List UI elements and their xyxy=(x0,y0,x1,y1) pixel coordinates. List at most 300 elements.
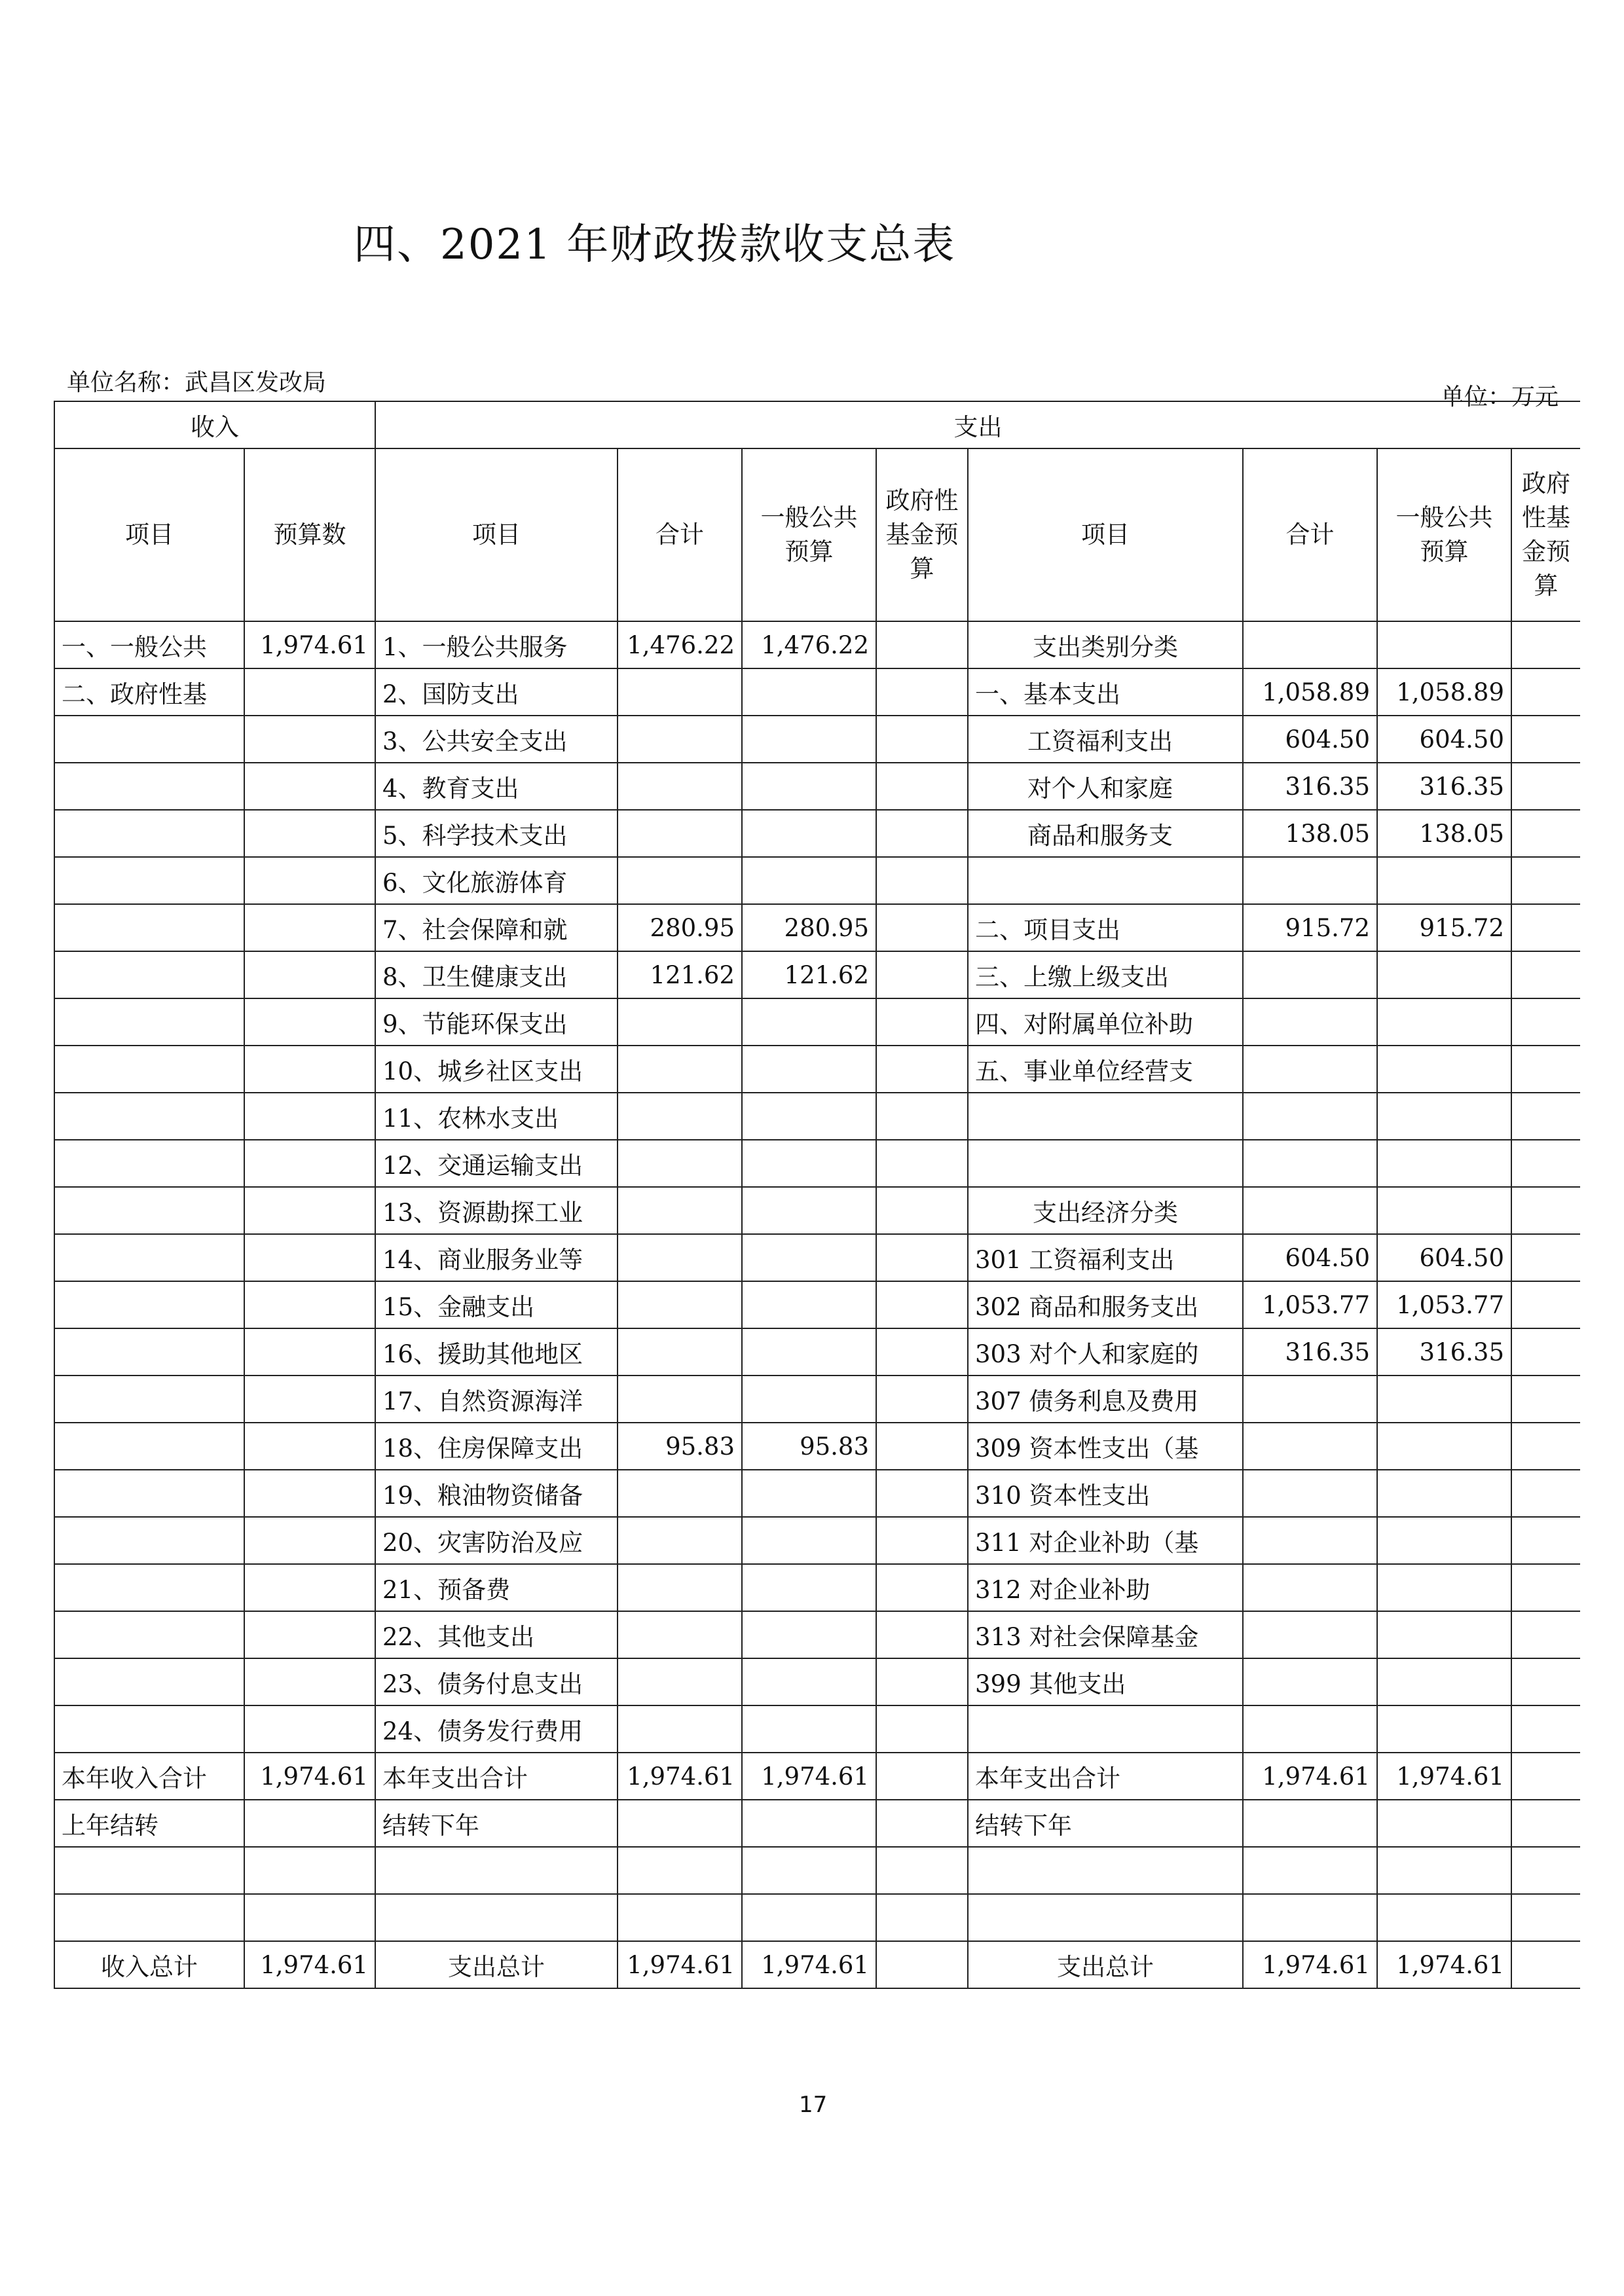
cell-exp2-total: 316.35 xyxy=(1243,1328,1377,1376)
table-row xyxy=(54,1658,1580,1705)
income-group-header: 收入 xyxy=(54,401,375,448)
cell-exp2-total xyxy=(1243,1423,1377,1470)
cell-income-budget xyxy=(244,1093,375,1140)
cell-exp2-fund xyxy=(1511,1140,1580,1187)
cell-exp2-item xyxy=(968,1894,1243,1941)
cell-exp1-fund xyxy=(876,668,968,716)
page-number: 17 xyxy=(799,2092,828,2118)
cell-exp1-total xyxy=(618,857,742,904)
cell-exp1-fund xyxy=(876,1611,968,1658)
cell-exp2-general: 316.35 xyxy=(1377,763,1511,810)
cell-exp2-fund xyxy=(1511,1234,1580,1281)
cell-exp2-fund xyxy=(1511,951,1580,998)
cell-exp2-total: 1,053.77 xyxy=(1243,1281,1377,1328)
cell-exp1-fund xyxy=(876,763,968,810)
cell-exp1-total: 1,974.61 xyxy=(618,1941,742,1988)
table-row xyxy=(54,1187,1580,1234)
cell-exp2-general: 138.05 xyxy=(1377,810,1511,857)
cell-exp1-general xyxy=(742,1517,876,1564)
cell-exp2-fund xyxy=(1511,1470,1580,1517)
cell-exp2-total xyxy=(1243,1611,1377,1658)
cell-exp1-general xyxy=(742,1328,876,1376)
cell-exp2-total xyxy=(1243,951,1377,998)
expense-group-header: 支出 xyxy=(375,401,1580,448)
cell-exp1-item: 5、科学技术支出 xyxy=(375,810,618,857)
cell-income-item xyxy=(54,1046,244,1093)
cell-exp1-fund xyxy=(876,810,968,857)
cell-exp2-item: 工资福利支出 xyxy=(968,716,1243,763)
cell-exp2-general xyxy=(1377,1611,1511,1658)
cell-exp1-item: 20、灾害防治及应 xyxy=(375,1517,618,1564)
cell-exp1-fund xyxy=(876,1658,968,1705)
table-row xyxy=(54,1423,1580,1470)
cell-exp1-total xyxy=(618,668,742,716)
income-budget-header: 预算数 xyxy=(244,448,375,621)
cell-exp1-item: 24、债务发行费用 xyxy=(375,1705,618,1753)
cell-income-item xyxy=(54,1611,244,1658)
cell-exp1-item: 支出总计 xyxy=(375,1941,618,1988)
income-item-header: 项目 xyxy=(54,448,244,621)
cell-income-budget xyxy=(244,904,375,951)
cell-exp1-item: 本年支出合计 xyxy=(375,1753,618,1800)
cell-exp1-general xyxy=(742,1187,876,1234)
cell-exp2-general: 915.72 xyxy=(1377,904,1511,951)
cell-income-budget xyxy=(244,857,375,904)
table-body xyxy=(54,401,1580,1988)
cell-exp1-fund xyxy=(876,857,968,904)
cell-exp2-general: 1,974.61 xyxy=(1377,1753,1511,1800)
cell-income-budget xyxy=(244,1046,375,1093)
cell-exp2-total: 1,058.89 xyxy=(1243,668,1377,716)
cell-exp2-general xyxy=(1377,621,1511,668)
cell-exp1-fund xyxy=(876,1753,968,1800)
cell-exp2-total: 1,974.61 xyxy=(1243,1941,1377,1988)
table-row xyxy=(54,1894,1580,1941)
cell-income-item xyxy=(54,904,244,951)
table-row xyxy=(54,951,1580,998)
table-row xyxy=(54,1753,1580,1800)
cell-exp1-general: 280.95 xyxy=(742,904,876,951)
cell-exp2-total: 138.05 xyxy=(1243,810,1377,857)
table-row xyxy=(54,1564,1580,1611)
cell-exp1-total: 1,476.22 xyxy=(618,621,742,668)
table-row xyxy=(54,904,1580,951)
cell-exp1-general: 1,476.22 xyxy=(742,621,876,668)
cell-exp2-item: 三、上缴上级支出 xyxy=(968,951,1243,998)
cell-income-budget xyxy=(244,668,375,716)
cell-income-budget xyxy=(244,1847,375,1894)
cell-exp1-fund xyxy=(876,998,968,1046)
unit-name: 单位名称：武昌区发改局 xyxy=(67,369,327,396)
cell-income-budget xyxy=(244,1376,375,1423)
cell-exp1-item: 8、卫生健康支出 xyxy=(375,951,618,998)
cell-exp1-fund xyxy=(876,716,968,763)
cell-exp2-general xyxy=(1377,1705,1511,1753)
cell-exp2-general xyxy=(1377,1658,1511,1705)
cell-exp2-total xyxy=(1243,621,1377,668)
cell-exp2-fund xyxy=(1511,621,1580,668)
exp1-item-header: 项目 xyxy=(375,448,618,621)
cell-exp2-general: 604.50 xyxy=(1377,1234,1511,1281)
cell-exp1-general xyxy=(742,1611,876,1658)
cell-exp1-general xyxy=(742,1800,876,1847)
table-row xyxy=(54,1046,1580,1093)
table-row xyxy=(54,857,1580,904)
cell-income-item xyxy=(54,1705,244,1753)
cell-exp2-fund xyxy=(1511,904,1580,951)
cell-exp1-total xyxy=(618,1705,742,1753)
cell-exp2-general xyxy=(1377,1894,1511,1941)
cell-exp2-item: 309 资本性支出（基 xyxy=(968,1423,1243,1470)
cell-exp2-total: 915.72 xyxy=(1243,904,1377,951)
cell-exp2-fund xyxy=(1511,810,1580,857)
cell-income-item xyxy=(54,1093,244,1140)
cell-exp2-general: 1,974.61 xyxy=(1377,1941,1511,1988)
cell-exp1-fund xyxy=(876,1046,968,1093)
cell-income-item xyxy=(54,1328,244,1376)
cell-income-item xyxy=(54,1847,244,1894)
cell-exp2-item: 310 资本性支出 xyxy=(968,1470,1243,1517)
cell-exp1-general xyxy=(742,810,876,857)
cell-income-item: 收入总计 xyxy=(54,1941,244,1988)
cell-exp1-total xyxy=(618,1140,742,1187)
cell-exp2-general xyxy=(1377,1046,1511,1093)
cell-exp2-fund xyxy=(1511,668,1580,716)
cell-exp1-general: 1,974.61 xyxy=(742,1753,876,1800)
cell-income-budget xyxy=(244,1894,375,1941)
cell-exp1-fund xyxy=(876,1847,968,1894)
cell-exp2-total xyxy=(1243,1470,1377,1517)
cell-income-budget xyxy=(244,1517,375,1564)
table-row xyxy=(54,1140,1580,1187)
cell-income-budget xyxy=(244,1611,375,1658)
cell-exp2-item: 一、基本支出 xyxy=(968,668,1243,716)
cell-exp1-fund xyxy=(876,1941,968,1988)
cell-exp1-item: 19、粮油物资储备 xyxy=(375,1470,618,1517)
cell-exp1-fund xyxy=(876,1187,968,1234)
cell-exp1-general xyxy=(742,1705,876,1753)
cell-income-item xyxy=(54,951,244,998)
cell-exp1-general xyxy=(742,1376,876,1423)
cell-exp1-fund xyxy=(876,1328,968,1376)
cell-income-budget xyxy=(244,810,375,857)
cell-income-budget xyxy=(244,763,375,810)
cell-exp1-total: 95.83 xyxy=(618,1423,742,1470)
cell-exp1-item: 21、预备费 xyxy=(375,1564,618,1611)
cell-income-budget xyxy=(244,1564,375,1611)
cell-exp2-fund xyxy=(1511,1281,1580,1328)
cell-income-item xyxy=(54,1470,244,1517)
cell-exp1-fund xyxy=(876,951,968,998)
cell-exp2-fund xyxy=(1511,763,1580,810)
cell-income-item xyxy=(54,1140,244,1187)
cell-exp1-general xyxy=(742,1140,876,1187)
cell-income-item xyxy=(54,716,244,763)
cell-exp1-item: 7、社会保障和就 xyxy=(375,904,618,951)
cell-exp2-fund xyxy=(1511,1847,1580,1894)
cell-exp2-item xyxy=(968,1140,1243,1187)
cell-exp1-total xyxy=(618,1234,742,1281)
cell-exp1-item: 结转下年 xyxy=(375,1800,618,1847)
cell-exp2-item xyxy=(968,1705,1243,1753)
page-title: 四、2021 年财政拨款收支总表 xyxy=(354,221,956,269)
cell-income-item xyxy=(54,763,244,810)
cell-exp1-fund xyxy=(876,1234,968,1281)
cell-income-item xyxy=(54,1423,244,1470)
table-row xyxy=(54,1847,1580,1894)
table-row xyxy=(54,1800,1580,1847)
cell-income-budget: 1,974.61 xyxy=(244,1753,375,1800)
cell-exp2-item: 312 对企业补助 xyxy=(968,1564,1243,1611)
cell-income-item xyxy=(54,1658,244,1705)
cell-exp1-total: 121.62 xyxy=(618,951,742,998)
cell-exp1-item: 16、援助其他地区 xyxy=(375,1328,618,1376)
cell-exp1-total xyxy=(618,1187,742,1234)
budget-table xyxy=(54,401,1580,1989)
cell-exp1-total xyxy=(618,1611,742,1658)
cell-exp1-fund xyxy=(876,904,968,951)
exp1-general-header: 一般公共预算 xyxy=(742,448,876,621)
cell-exp2-total xyxy=(1243,1847,1377,1894)
cell-exp2-item: 支出总计 xyxy=(968,1941,1243,1988)
table-row xyxy=(54,1234,1580,1281)
cell-exp2-total: 604.50 xyxy=(1243,1234,1377,1281)
cell-exp1-total xyxy=(618,1470,742,1517)
cell-exp2-fund xyxy=(1511,1564,1580,1611)
cell-exp2-general xyxy=(1377,1800,1511,1847)
unit-label: 单位：万元 xyxy=(1441,384,1559,410)
cell-exp2-fund xyxy=(1511,1705,1580,1753)
table-row xyxy=(54,763,1580,810)
cell-exp2-general: 1,058.89 xyxy=(1377,668,1511,716)
table-row xyxy=(54,621,1580,668)
cell-income-item xyxy=(54,1234,244,1281)
cell-exp1-item: 11、农林水支出 xyxy=(375,1093,618,1140)
cell-exp2-item: 四、对附属单位补助 xyxy=(968,998,1243,1046)
cell-exp2-total xyxy=(1243,1564,1377,1611)
cell-exp2-general xyxy=(1377,1376,1511,1423)
cell-exp1-total xyxy=(618,1564,742,1611)
cell-exp2-item xyxy=(968,1093,1243,1140)
cell-exp2-fund xyxy=(1511,1046,1580,1093)
cell-exp2-general xyxy=(1377,1564,1511,1611)
cell-exp1-total xyxy=(618,1093,742,1140)
cell-income-budget xyxy=(244,1658,375,1705)
cell-exp1-total xyxy=(618,1046,742,1093)
cell-exp1-item xyxy=(375,1847,618,1894)
cell-income-budget xyxy=(244,998,375,1046)
cell-income-budget xyxy=(244,1705,375,1753)
cell-exp2-general xyxy=(1377,857,1511,904)
cell-exp1-general xyxy=(742,1894,876,1941)
cell-exp1-general xyxy=(742,716,876,763)
cell-exp2-total xyxy=(1243,1046,1377,1093)
table-row xyxy=(54,668,1580,716)
cell-exp2-item: 商品和服务支 xyxy=(968,810,1243,857)
cell-exp2-total xyxy=(1243,1187,1377,1234)
cell-exp2-fund xyxy=(1511,1941,1580,1988)
cell-exp2-fund xyxy=(1511,1894,1580,1941)
cell-exp1-item: 23、债务付息支出 xyxy=(375,1658,618,1705)
table-row xyxy=(54,998,1580,1046)
cell-exp2-general xyxy=(1377,1140,1511,1187)
cell-exp2-fund xyxy=(1511,1517,1580,1564)
table-row xyxy=(54,1611,1580,1658)
cell-exp2-fund xyxy=(1511,1800,1580,1847)
cell-exp2-item: 302 商品和服务支出 xyxy=(968,1281,1243,1328)
cell-exp2-item xyxy=(968,857,1243,904)
cell-exp1-item: 22、其他支出 xyxy=(375,1611,618,1658)
cell-exp1-fund xyxy=(876,1800,968,1847)
cell-exp2-general xyxy=(1377,1187,1511,1234)
cell-exp2-total xyxy=(1243,1376,1377,1423)
cell-income-budget xyxy=(244,1140,375,1187)
cell-exp1-total xyxy=(618,1376,742,1423)
cell-exp1-total xyxy=(618,1894,742,1941)
cell-exp1-general xyxy=(742,1470,876,1517)
cell-exp1-item xyxy=(375,1894,618,1941)
cell-exp1-general xyxy=(742,1281,876,1328)
cell-exp1-fund xyxy=(876,1517,968,1564)
cell-exp2-fund xyxy=(1511,857,1580,904)
exp1-total-header: 合计 xyxy=(618,448,742,621)
cell-exp1-general xyxy=(742,1658,876,1705)
cell-exp1-total xyxy=(618,1658,742,1705)
cell-exp1-total xyxy=(618,1281,742,1328)
table-row xyxy=(54,1376,1580,1423)
table-row xyxy=(54,1093,1580,1140)
cell-income-item xyxy=(54,1894,244,1941)
cell-exp1-general xyxy=(742,1564,876,1611)
cell-exp1-fund xyxy=(876,1423,968,1470)
cell-exp2-fund xyxy=(1511,1187,1580,1234)
cell-exp2-general xyxy=(1377,1470,1511,1517)
cell-exp2-general xyxy=(1377,1423,1511,1470)
cell-exp2-item xyxy=(968,1847,1243,1894)
cell-exp1-general xyxy=(742,1234,876,1281)
cell-exp2-fund xyxy=(1511,716,1580,763)
cell-exp2-fund xyxy=(1511,998,1580,1046)
cell-exp1-general xyxy=(742,1046,876,1093)
cell-income-item: 二、政府性基 xyxy=(54,668,244,716)
table-row xyxy=(54,1470,1580,1517)
cell-exp1-general xyxy=(742,668,876,716)
cell-exp2-total xyxy=(1243,1517,1377,1564)
cell-income-budget xyxy=(244,951,375,998)
cell-exp2-total xyxy=(1243,1658,1377,1705)
cell-exp1-total xyxy=(618,1328,742,1376)
cell-income-item xyxy=(54,1517,244,1564)
cell-exp1-total: 1,974.61 xyxy=(618,1753,742,1800)
cell-exp1-item: 9、节能环保支出 xyxy=(375,998,618,1046)
cell-exp1-general xyxy=(742,1847,876,1894)
cell-exp2-general xyxy=(1377,951,1511,998)
cell-income-item xyxy=(54,1187,244,1234)
cell-exp2-total xyxy=(1243,1800,1377,1847)
cell-exp2-item: 307 债务利息及费用 xyxy=(968,1376,1243,1423)
table-row xyxy=(54,1517,1580,1564)
cell-exp2-item: 支出类别分类 xyxy=(968,621,1243,668)
cell-exp1-fund xyxy=(876,1470,968,1517)
cell-exp1-general: 121.62 xyxy=(742,951,876,998)
cell-exp2-fund xyxy=(1511,1376,1580,1423)
cell-exp1-fund xyxy=(876,621,968,668)
cell-income-budget: 1,974.61 xyxy=(244,621,375,668)
cell-exp2-general xyxy=(1377,1093,1511,1140)
cell-exp2-item: 结转下年 xyxy=(968,1800,1243,1847)
cell-exp2-total xyxy=(1243,1894,1377,1941)
cell-exp2-total xyxy=(1243,1140,1377,1187)
cell-exp1-item: 14、商业服务业等 xyxy=(375,1234,618,1281)
exp2-general-header: 一般公共预算 xyxy=(1377,448,1511,621)
cell-exp2-item: 313 对社会保障基金 xyxy=(968,1611,1243,1658)
cell-exp2-total xyxy=(1243,998,1377,1046)
cell-exp1-item: 10、城乡社区支出 xyxy=(375,1046,618,1093)
cell-income-budget xyxy=(244,1328,375,1376)
cell-exp2-fund xyxy=(1511,1611,1580,1658)
table-row xyxy=(54,1281,1580,1328)
cell-exp2-general xyxy=(1377,1517,1511,1564)
cell-income-budget xyxy=(244,1470,375,1517)
cell-exp2-fund xyxy=(1511,1658,1580,1705)
cell-exp1-item: 15、金融支出 xyxy=(375,1281,618,1328)
cell-exp1-item: 6、文化旅游体育 xyxy=(375,857,618,904)
cell-income-item: 本年收入合计 xyxy=(54,1753,244,1800)
cell-exp1-total xyxy=(618,810,742,857)
table-row xyxy=(54,1328,1580,1376)
cell-exp1-item: 12、交通运输支出 xyxy=(375,1140,618,1187)
cell-exp2-total: 316.35 xyxy=(1243,763,1377,810)
cell-income-item xyxy=(54,1564,244,1611)
cell-exp2-item: 303 对个人和家庭的 xyxy=(968,1328,1243,1376)
cell-exp1-item: 3、公共安全支出 xyxy=(375,716,618,763)
cell-exp2-fund xyxy=(1511,1328,1580,1376)
cell-exp1-fund xyxy=(876,1376,968,1423)
exp1-fund-header: 政府性基金预算 xyxy=(876,448,968,621)
cell-exp2-total: 604.50 xyxy=(1243,716,1377,763)
exp2-fund-header: 政府性基金预算 xyxy=(1511,448,1580,621)
cell-exp1-item: 18、住房保障支出 xyxy=(375,1423,618,1470)
cell-exp1-item: 13、资源勘探工业 xyxy=(375,1187,618,1234)
cell-exp1-fund xyxy=(876,1894,968,1941)
cell-exp1-total xyxy=(618,1847,742,1894)
cell-exp2-total xyxy=(1243,1705,1377,1753)
cell-exp2-item: 五、事业单位经营支 xyxy=(968,1046,1243,1093)
cell-income-item xyxy=(54,1281,244,1328)
cell-exp2-general: 1,053.77 xyxy=(1377,1281,1511,1328)
cell-exp1-general xyxy=(742,763,876,810)
table-row xyxy=(54,1705,1580,1753)
cell-income-budget xyxy=(244,1187,375,1234)
cell-exp2-total: 1,974.61 xyxy=(1243,1753,1377,1800)
cell-income-item xyxy=(54,810,244,857)
cell-income-item: 上年结转 xyxy=(54,1800,244,1847)
cell-income-budget xyxy=(244,1281,375,1328)
exp2-item-header: 项目 xyxy=(968,448,1243,621)
cell-exp1-total xyxy=(618,1517,742,1564)
cell-income-item xyxy=(54,998,244,1046)
cell-exp2-item: 399 其他支出 xyxy=(968,1658,1243,1705)
cell-exp1-item: 1、一般公共服务 xyxy=(375,621,618,668)
column-header-row xyxy=(54,448,1580,621)
cell-exp1-fund xyxy=(876,1093,968,1140)
cell-exp2-general: 604.50 xyxy=(1377,716,1511,763)
cell-income-budget: 1,974.61 xyxy=(244,1941,375,1988)
cell-exp1-item: 17、自然资源海洋 xyxy=(375,1376,618,1423)
cell-exp1-total: 280.95 xyxy=(618,904,742,951)
cell-exp2-item: 二、项目支出 xyxy=(968,904,1243,951)
cell-exp1-general xyxy=(742,1093,876,1140)
